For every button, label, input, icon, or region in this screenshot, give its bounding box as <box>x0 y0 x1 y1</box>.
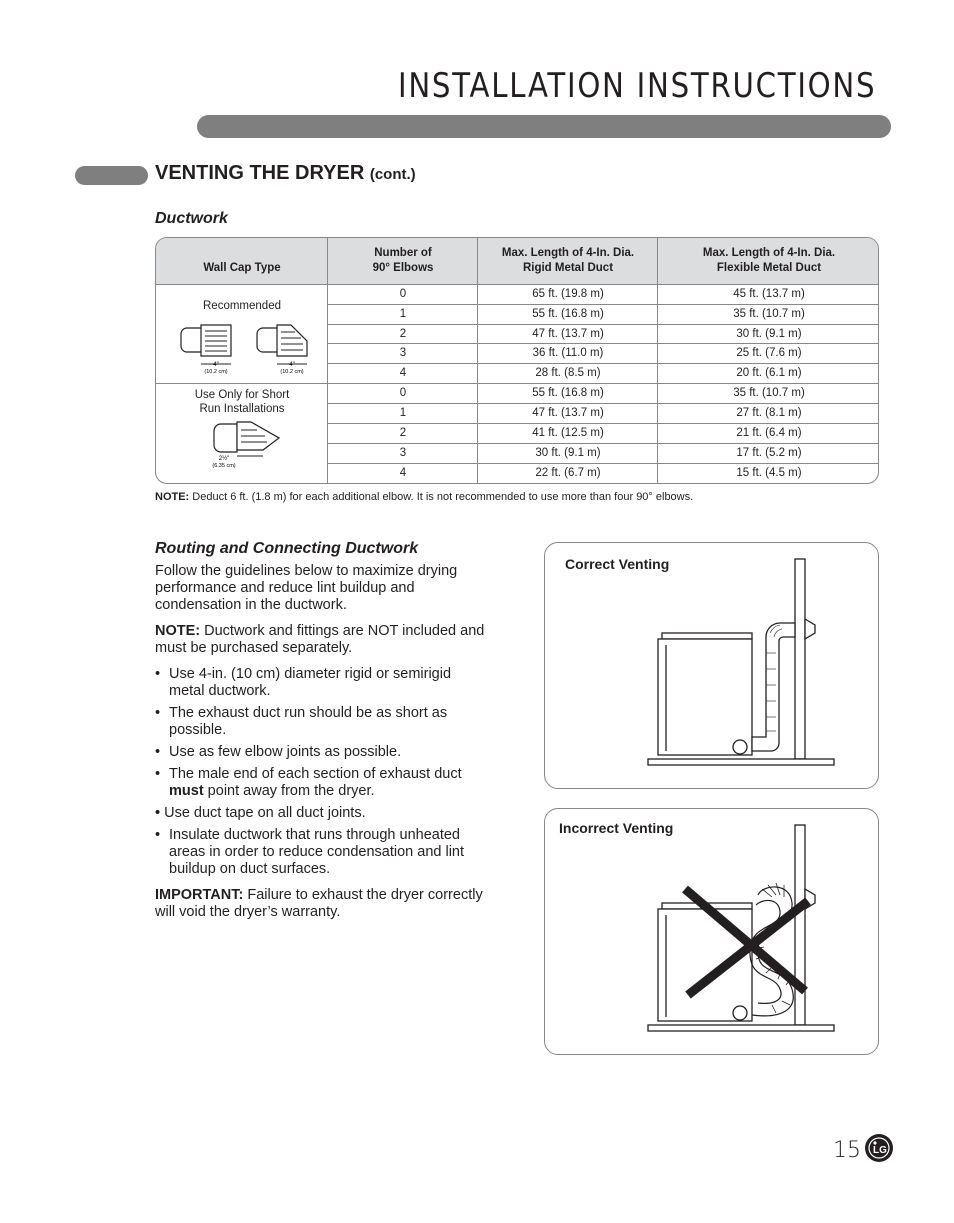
elbows-cell: 1 <box>399 407 407 419</box>
incorrect-venting-panel <box>544 808 879 1055</box>
row-divider <box>328 403 879 404</box>
header-elbows: Number of 90° Elbows <box>372 247 434 274</box>
page-title: INSTALLATION INSTRUCTIONS <box>398 66 877 106</box>
guideline-male-bold: must <box>169 783 204 799</box>
guideline-item: • • Use duct tape on all duct joints. <box>155 805 485 822</box>
short-run-dim-cm: (6.35 cm) <box>212 463 236 469</box>
lg-logo-text: LG <box>873 1145 887 1156</box>
elbows-cell: 1 <box>399 307 407 320</box>
row-divider <box>328 343 879 344</box>
routing-body <box>155 563 485 921</box>
correct-venting-illustration <box>640 553 840 783</box>
routing-note-label: NOTE: <box>155 623 201 639</box>
important-text: Failure to exhaust the dryer correctly will void the dryer’s warranty. <box>155 887 483 920</box>
rigid-duct-cell: 65 ft. (19.8 m) <box>532 288 604 300</box>
recommended-wall-cap-illustration <box>171 320 321 380</box>
recommended-dim-2: 4" <box>289 362 295 368</box>
flexible-duct-cell: 21 ft. (6.4 m) <box>736 427 802 439</box>
routing-important <box>155 887 485 921</box>
title-bar <box>197 115 891 138</box>
lg-logo-icon <box>864 1133 894 1163</box>
guideline-item: • Insulate ductwork that runs through unheated areas in order to reduce condensation and lint buildup on duct surfaces. <box>155 827 485 878</box>
rigid-duct-cell: 22 ft. (6.7 m) <box>535 467 601 479</box>
flexible-duct-cell: 45 ft. (13.7 m) <box>733 288 805 300</box>
row-divider <box>328 363 879 364</box>
wall-cap-short-run-label: Use Only for Short Run Installations <box>194 389 290 415</box>
elbows-cell: 4 <box>399 467 407 479</box>
guideline-male-pre: The male end of each section of exhaust duct <box>169 766 462 782</box>
elbows-cell: 2 <box>399 427 407 439</box>
row-divider <box>328 304 879 305</box>
table-header-row <box>156 238 878 285</box>
flexible-duct-cell: 17 ft. (5.2 m) <box>736 447 802 459</box>
flexible-duct-cell: 27 ft. (8.1 m) <box>736 407 802 419</box>
incorrect-venting-title: Incorrect Venting <box>559 820 674 836</box>
elbows-cell: 3 <box>399 347 407 360</box>
elbows-cell: 2 <box>399 327 407 340</box>
guideline-item: • Use as few elbow joints as possible. <box>155 744 485 761</box>
ductwork-heading: Ductwork <box>155 210 228 227</box>
guideline-item: • Use 4-in. (10 cm) diameter rigid or semirigid metal ductwork. <box>155 666 485 700</box>
header-wall-cap-type: Wall Cap Type <box>203 262 281 274</box>
table-note-label: NOTE: <box>155 491 190 503</box>
routing-heading: Routing and Connecting Ductwork <box>155 540 419 557</box>
table-note-text: Deduct 6 ft. (1.8 m) for each additional elbow. It is not recommended to use more than four 90° elbows. <box>189 491 694 503</box>
routing-note-text: Ductwork and fittings are NOT included and must be purchased separately. <box>155 623 485 656</box>
short-run-wall-cap-illustration <box>201 418 291 474</box>
rigid-duct-cell: 28 ft. (8.5 m) <box>535 367 601 380</box>
rigid-duct-cell: 55 ft. (16.8 m) <box>532 307 604 320</box>
row-divider <box>328 443 879 444</box>
rigid-duct-cell: 41 ft. (12.5 m) <box>532 427 604 439</box>
header-rigid-duct: Max. Length of 4-In. Dia. Rigid Metal Duct <box>501 247 635 274</box>
routing-intro: Follow the guidelines below to maximize drying performance and reduce lint buildup and condensation in the ductwork. <box>155 563 458 613</box>
elbows-cell: 3 <box>399 447 407 459</box>
elbows-cell: 0 <box>399 387 407 399</box>
flexible-duct-cell: 15 ft. (4.5 m) <box>736 467 802 479</box>
group-divider <box>156 383 879 384</box>
row-divider <box>328 423 879 424</box>
flexible-duct-cell: 35 ft. (10.7 m) <box>733 307 805 320</box>
recommended-dim-2-cm: (10.2 cm) <box>280 369 304 375</box>
correct-venting-title: Correct Venting <box>565 556 670 572</box>
important-label: IMPORTANT: <box>155 887 244 903</box>
section-title-suffix: (cont.) <box>369 166 416 183</box>
row-divider <box>328 324 879 325</box>
short-run-dim: 2½" <box>218 456 230 462</box>
rigid-duct-cell: 55 ft. (16.8 m) <box>532 387 604 399</box>
incorrect-venting-illustration <box>640 819 840 1049</box>
rigid-duct-cell: 47 ft. (13.7 m) <box>532 327 604 340</box>
page-number: 15 <box>833 1138 861 1163</box>
guideline-item: • The exhaust duct run should be as short as possible. <box>155 705 485 739</box>
routing-guidelines <box>155 666 485 878</box>
guideline-item <box>155 766 485 800</box>
header-flexible-duct: Max. Length of 4-In. Dia. Flexible Metal Duct <box>702 247 836 274</box>
flexible-duct-cell: 35 ft. (10.7 m) <box>733 387 805 399</box>
section-title: VENTING THE DRYER <box>155 162 365 184</box>
row-divider <box>328 463 879 464</box>
elbows-cell: 4 <box>399 367 407 380</box>
routing-note <box>155 623 485 657</box>
recommended-dim-1-cm: (10.2 cm) <box>204 369 228 375</box>
guideline-male-post: point away from the dryer. <box>203 783 375 799</box>
recommended-dim-1: 4" <box>213 362 219 368</box>
section-heading <box>155 162 416 185</box>
rigid-duct-cell: 36 ft. (11.0 m) <box>532 347 604 360</box>
flexible-duct-cell: 30 ft. (9.1 m) <box>736 327 802 340</box>
flexible-duct-cell: 20 ft. (6.1 m) <box>736 367 802 380</box>
section-marker <box>75 166 148 185</box>
flexible-duct-cell: 25 ft. (7.6 m) <box>736 347 802 360</box>
rigid-duct-cell: 47 ft. (13.7 m) <box>532 407 604 419</box>
correct-venting-panel <box>544 542 879 789</box>
elbows-cell: 0 <box>399 288 407 300</box>
rigid-duct-cell: 30 ft. (9.1 m) <box>535 447 601 459</box>
wall-cap-recommended-label: Recommended <box>203 300 281 312</box>
ductwork-table <box>155 237 879 484</box>
table-note <box>155 491 693 503</box>
